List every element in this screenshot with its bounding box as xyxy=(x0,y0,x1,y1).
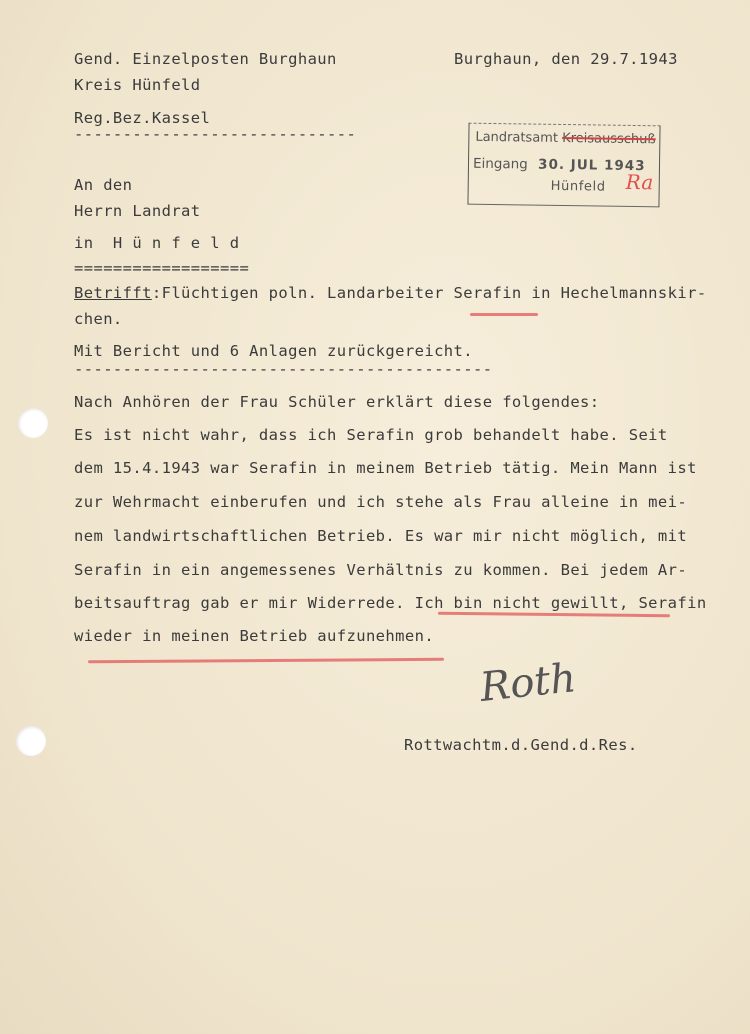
red-pencil-underline-2 xyxy=(88,658,444,663)
stamp-received xyxy=(473,156,646,174)
received-stamp xyxy=(467,123,660,208)
subject-label: Betrifft xyxy=(74,284,152,302)
body-line: Nach Anhören der Frau Schüler erklärt diese folgendes: xyxy=(74,393,600,411)
red-pencil-underline-1 xyxy=(438,612,670,617)
body-line: Es ist nicht wahr, dass ich Serafin grob behandelt habe. Seit xyxy=(74,426,668,444)
stamp-authority xyxy=(475,130,655,148)
body-line: nem landwirtschaftlichen Betrieb. Es war mir nicht möglich, mit xyxy=(74,527,688,545)
punch-hole-top xyxy=(18,408,48,438)
stamp-authority-text: Landratsamt xyxy=(475,129,559,146)
recipient-line-2: Herrn Landrat xyxy=(74,202,201,220)
office-rule: ----------------------------- xyxy=(74,125,357,143)
place-date: Burghaun, den 29.7.1943 xyxy=(454,50,678,68)
return-note: Mit Bericht und 6 Anlagen zurückgereicht. xyxy=(74,342,474,360)
handwritten-signature: Roth xyxy=(477,655,579,711)
office-line-2: Kreis Hünfeld xyxy=(74,76,201,94)
subject-line-2: chen. xyxy=(74,310,123,328)
return-note-rule: ------------------------------------------- xyxy=(74,360,493,378)
body-line: Serafin in ein angemessenes Verhältnis zu kommen. Bei jedem Ar- xyxy=(74,561,688,579)
subject-line-1 xyxy=(74,284,707,302)
body-line: dem 15.4.1943 war Serafin in meinem Betrieb tätig. Mein Mann ist xyxy=(74,459,697,477)
stamp-authority-struck: Kreisausschuß xyxy=(562,130,656,148)
red-pencil-mark-serafin xyxy=(470,313,538,316)
body-line: zur Wehrmacht einberufen und ich stehe als Frau alleine in mei- xyxy=(74,493,688,511)
office-line-3: Reg.Bez.Kassel xyxy=(74,109,211,127)
subject-text: :Flüchtigen poln. Landarbeiter Serafin in Hechelmannskir- xyxy=(151,284,707,302)
body-line: beitsauftrag gab er mir Widerrede. Ich bin nicht gewillt, Serafin xyxy=(74,594,707,612)
signature-title: Rottwachtm.d.Gend.d.Res. xyxy=(404,736,638,754)
stamp-initial-mark: Ra xyxy=(625,169,654,195)
recipient-line-3: in H ü n f e l d xyxy=(74,234,240,252)
stamp-received-label: Eingang xyxy=(472,155,528,173)
stamp-received-date: 30. JUL 1943 xyxy=(538,156,646,175)
body-line: wieder in meinen Betrieb aufzunehmen. xyxy=(74,627,435,645)
punch-hole-bottom xyxy=(16,726,46,756)
recipient-rule: ================== xyxy=(74,259,250,277)
recipient-line-1: An den xyxy=(74,176,133,194)
stamp-town: Hünfeld xyxy=(550,178,606,195)
office-line-1: Gend. Einzelposten Burghaun xyxy=(74,50,337,68)
